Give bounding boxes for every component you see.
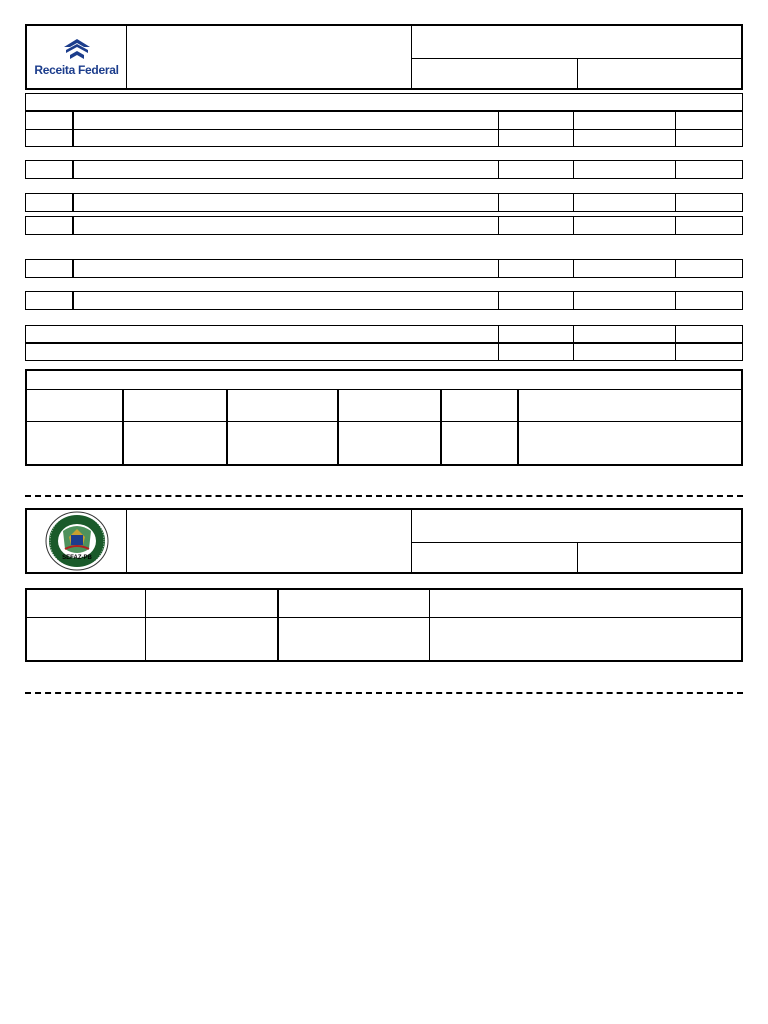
darf-row-2 xyxy=(25,160,743,179)
darf-row-3 xyxy=(25,193,743,212)
darf-header-right-divider xyxy=(577,58,578,88)
sefaz-authentication-table xyxy=(25,588,743,662)
sefaz-seal-label: SEFAZ-PB xyxy=(61,555,92,561)
cut-line-2 xyxy=(25,692,743,694)
darf-row-group-1 xyxy=(25,111,743,147)
darf-totals-group xyxy=(25,325,743,361)
cut-line-1 xyxy=(25,495,743,497)
darf-row-6 xyxy=(25,291,743,310)
receita-federal-logo-text: Receita Federal xyxy=(34,63,119,77)
darf-row-4 xyxy=(25,216,743,235)
sefaz-pb-seal-icon xyxy=(45,511,109,571)
receita-federal-emblem-icon xyxy=(60,37,94,61)
receita-federal-logo xyxy=(27,26,126,88)
darf-header xyxy=(25,24,743,90)
darf-section-bar xyxy=(25,93,743,111)
sefaz-header-right-divider xyxy=(577,542,578,572)
darf-authentication-table xyxy=(25,369,743,466)
sefaz-pb-logo xyxy=(27,510,126,572)
sefaz-header xyxy=(25,508,743,574)
darf-row-5 xyxy=(25,259,743,278)
